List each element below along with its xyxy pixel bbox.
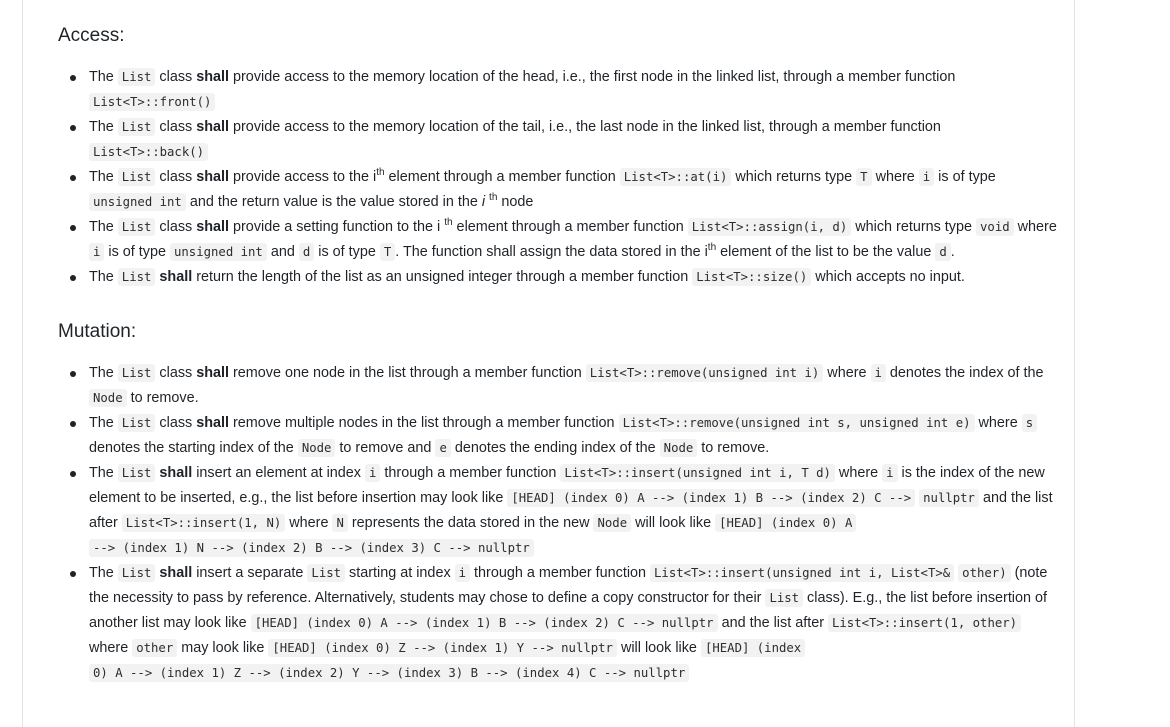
access-heading: Access:: [58, 25, 125, 46]
code-i: i: [365, 464, 380, 482]
code-insert-call: List<T>::insert(1, N): [122, 514, 285, 532]
code-list: List: [118, 364, 156, 382]
code-list: List: [765, 589, 803, 607]
code-insert-list-end: other): [958, 564, 1010, 582]
code-node: Node: [660, 439, 698, 457]
list-item-back: The List class shall provide access to the memory location of the tail, i.e., the last node in the linked list, through a member function List<T>::back(): [89, 115, 1058, 165]
code-list-after: [HEAD] (index: [701, 639, 805, 657]
code-list: List: [307, 564, 345, 582]
shall-keyword: shall: [196, 219, 230, 235]
list-item-size: The List shall return the length of the list as an unsigned integer through a member function List<T>::size() which accepts no input.: [89, 265, 1058, 290]
code-other-list: [HEAD] (index 0) Z --> (index 1) Y --> nullptr: [268, 639, 617, 657]
code-i: i: [919, 168, 934, 186]
code-i: i: [455, 564, 470, 582]
code-list: List: [118, 168, 156, 186]
code-node: Node: [298, 439, 336, 457]
code-list-after-end: --> (index 1) N --> (index 2) B --> (index 3) C --> nullptr: [89, 539, 534, 557]
code-list-after-end: 0) A --> (index 1) Z --> (index 2) Y --> (index 3) B --> (index 4) C --> nullptr: [89, 664, 689, 682]
code-list-before: [HEAD] (index 0) A --> (index 1) B --> (index 2) C -->: [507, 489, 915, 507]
left-border: [22, 0, 23, 727]
list-item-insert-element: The List shall insert an element at index i through a member function List<T>::insert(unsigned int i, T d) where i is the index of the new element to be inserted, e.g., the list before insertion may look like [HEAD] (index 0) A --> (index 1) B --> (index 2) C --> nullptr and the list after List<T>::insert(1, N) where N represents the data stored in the new Node will look like [HEAD] (index 0) A --> (index 1) N --> (index 2) B --> (index 3) C --> nullptr: [89, 461, 1058, 561]
code-i: i: [871, 364, 886, 382]
code-d: d: [935, 243, 950, 261]
access-list: [58, 65, 1058, 290]
shall-keyword: shall: [159, 565, 193, 581]
code-i: i: [89, 243, 104, 261]
right-border: [1074, 0, 1075, 727]
code-unsigned-int: unsigned int: [89, 193, 186, 211]
code-list: List: [118, 414, 156, 432]
code-i: i: [882, 464, 897, 482]
list-item-front: The List class shall provide access to the memory location of the head, i.e., the first node in the linked list, through a member function List<T>::front(): [89, 65, 1058, 115]
mutation-list: [58, 361, 1058, 686]
code-node: Node: [89, 389, 127, 407]
code-remove-range: List<T>::remove(unsigned int s, unsigned int e): [619, 414, 975, 432]
list-item-remove-many: The List class shall remove multiple nodes in the list through a member function List<T>::remove(unsigned int s, unsigned int e) where s denotes the starting index of the Node to remove and e denotes the ending index of the Node to remove.: [89, 411, 1058, 461]
code-list: List: [118, 68, 156, 86]
shall-keyword: shall: [196, 169, 230, 185]
code-node: Node: [593, 514, 631, 532]
shall-keyword: shall: [196, 365, 230, 381]
code-insert-list: List<T>::insert(unsigned int i, List<T>&: [650, 564, 954, 582]
shall-keyword: shall: [159, 465, 193, 481]
list-item-insert-list: The List shall insert a separate List starting at index i through a member function List<T>::insert(unsigned int i, List<T>& other) (note the necessity to pass by reference. Alternatively, students may chose to define a copy constructor for their List class). E.g., the list before insertion of another list may look like [HEAD] (index 0) A --> (index 1) B --> (index 2) C --> nullptr and the list after List<T>::insert(1, other) where other may look like [HEAD] (index 0) Z --> (index 1) Y --> nullptr will look like [HEAD] (index 0) A --> (index 1) Z --> (index 2) Y --> (index 3) B --> (index 4) C --> nullptr: [89, 561, 1058, 686]
code-list-after: [HEAD] (index 0) A: [715, 514, 856, 532]
code-type-t: T: [380, 243, 395, 261]
list-item-at: The List class shall provide access to the $i^{th}$ element through a member function List<T>::at(i) which returns type T where i is of type unsigned int and the return value is the value stored in the i $^{th}$ node: [89, 165, 1058, 215]
code-list-before: [HEAD] (index 0) A --> (index 1) B --> (index 2) C --> nullptr: [251, 614, 718, 632]
code-void: void: [976, 218, 1014, 236]
code-s: s: [1022, 414, 1037, 432]
code-d: d: [299, 243, 314, 261]
code-size: List<T>::size(): [692, 268, 811, 286]
code-list: List: [118, 564, 156, 582]
code-list: List: [118, 118, 156, 136]
code-list: List: [118, 218, 156, 236]
mutation-heading: Mutation:: [58, 321, 137, 342]
code-remove: List<T>::remove(unsigned int i): [586, 364, 824, 382]
code-at: List<T>::at(i): [620, 168, 732, 186]
code-back: List<T>::back(): [89, 143, 208, 161]
code-unsigned-int: unsigned int: [170, 243, 267, 261]
code-list: List: [118, 268, 156, 286]
list-item-assign: The List class shall provide a setting function to the i $^{th}$ element through a member function List<T>::assign(i, d) which returns type void where i is of type unsigned int and d is of type T . The function shall assign the data stored in the $i^{th}$ element of the list to be the value d .: [89, 215, 1058, 265]
code-type-t: T: [856, 168, 871, 186]
list-item-remove-one: The List class shall remove one node in the list through a member function List<T>::remove(unsigned int i) where i denotes the index of the Node to remove.: [89, 361, 1058, 411]
shall-keyword: shall: [159, 269, 193, 285]
code-other: other: [132, 639, 177, 657]
code-n: N: [332, 514, 347, 532]
code-list-before-end: nullptr: [919, 489, 979, 507]
code-insert: List<T>::insert(unsigned int i, T d): [560, 464, 835, 482]
shall-keyword: shall: [196, 69, 230, 85]
shall-keyword: shall: [196, 415, 230, 431]
shall-keyword: shall: [196, 119, 230, 135]
code-insert-other-call: List<T>::insert(1, other): [828, 614, 1021, 632]
code-e: e: [435, 439, 450, 457]
code-list: List: [118, 464, 156, 482]
document-content: [58, 0, 1058, 686]
code-front: List<T>::front(): [89, 93, 215, 111]
code-assign: List<T>::assign(i, d): [688, 218, 851, 236]
